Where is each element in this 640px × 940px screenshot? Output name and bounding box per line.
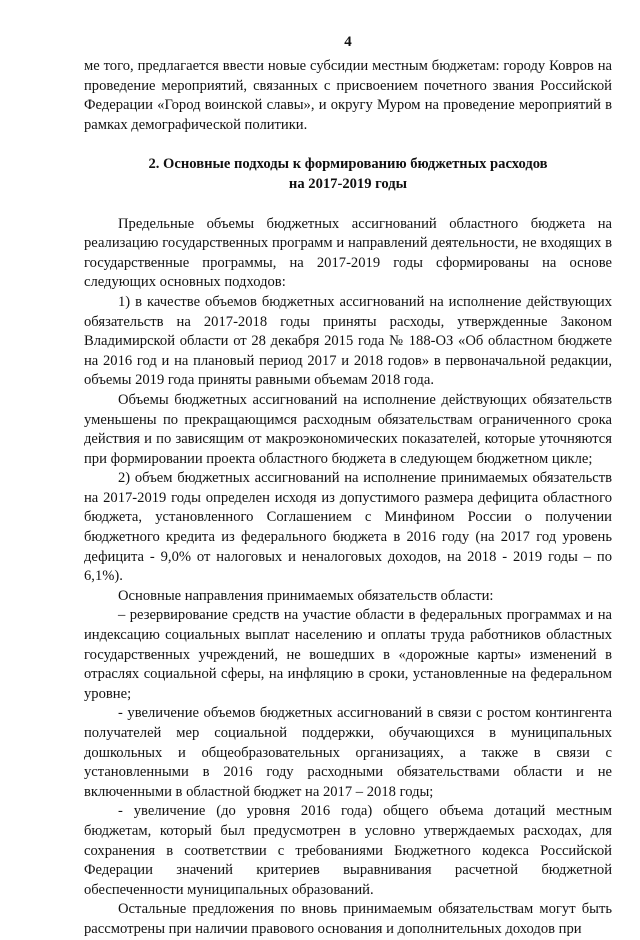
- body-paragraph: – резервирование средств на участие области в федеральных программах и на индексацию социальных выплат населению и оплаты труда работников областных государственных учреждений, не вошедших в «дорожные карты» изменений в отраслях социальной сферы, на инфляцию в сроки, установленные на федеральном уровне;: [84, 607, 612, 702]
- body-paragraph: - увеличение объемов бюджетных ассигнований в связи с ростом контингента получателей мер социальной поддержки, обучающихся в муниципальных дошкольных и общеобразовательных организациях, а также в связи с установленными в 2016 году расходными обязательствами области и не включенными в областной бюджет на 2017 – 2018 годы;: [84, 705, 612, 800]
- section-heading-line-2: на 2017-2019 годы: [288, 175, 408, 192]
- section-heading-line-1: 2. Основные подходы к формированию бюджетных расходов: [148, 156, 548, 173]
- body-paragraph: Предельные объемы бюджетных ассигнований областного бюджета на реализацию государственных программ и направлений деятельности, не входящих в государственные программы, на 2017-2019 годы сформированы на основе следующих основных подходов:: [84, 215, 612, 291]
- section-heading: [84, 155, 612, 194]
- body-paragraph: 2) объем бюджетных ассигнований на исполнение принимаемых обязательств на 2017-2019 годы определен исходя из допустимого размера дефицита областного бюджета, установленного Соглашением с Минфином России о получении бюджетного кредита из федерального бюджета в 2016 году (на 2017 год уровень дефицита - 9,0% от налоговых и неналоговых доходов, на 2018 - 2019 годы – по 6,1%).: [84, 470, 612, 585]
- page-number: 4: [344, 34, 352, 50]
- intro-paragraph: ме того, предлагается ввести новые субсидии местным бюджетам: городу Ковров на проведение мероприятий, связанных с присвоением почетного звания Российской Федерации «Город воинской славы», и округу Муром на проведение мероприятий в рамках демографической политики.: [84, 58, 612, 133]
- body-paragraph: Объемы бюджетных ассигнований на исполнение действующих обязательств уменьшены по прекращающимся расходным обязательствам ограниченного срока действия и по зависящим от макроэкономических показателей, которые уточняются при формировании проекта областного бюджета в следующем бюджетном цикле;: [84, 391, 612, 467]
- body-paragraph: Остальные предложения по вновь принимаемым обязательствам могут быть рассмотрены при наличии правового основания и дополнительных доходов при: [84, 901, 612, 937]
- body-paragraph: 1) в качестве объемов бюджетных ассигнований на исполнение действующих обязательств на 2017-2018 годы приняты расходы, утвержденные Законом Владимирской области от 28 декабря 2015 года № 188-ОЗ «Об областном бюджете на 2016 год и на плановый период 2017 и 2018 годов» в первоначальной редакции, объемы 2019 года приняты равными объемам 2018 года.: [84, 293, 612, 389]
- body-paragraph: - увеличение (до уровня 2016 года) общего объема дотаций местным бюджетам, который был предусмотрен в условно утверждаемых расходах, для сохранения в соответствии с требованиями Бюджетного кодекса Российской Федерации значений критериев выравнивания расчетной бюджетной обеспеченности муниципальных образований.: [84, 803, 612, 898]
- body-paragraph: Основные направления принимаемых обязательств области:: [118, 587, 494, 604]
